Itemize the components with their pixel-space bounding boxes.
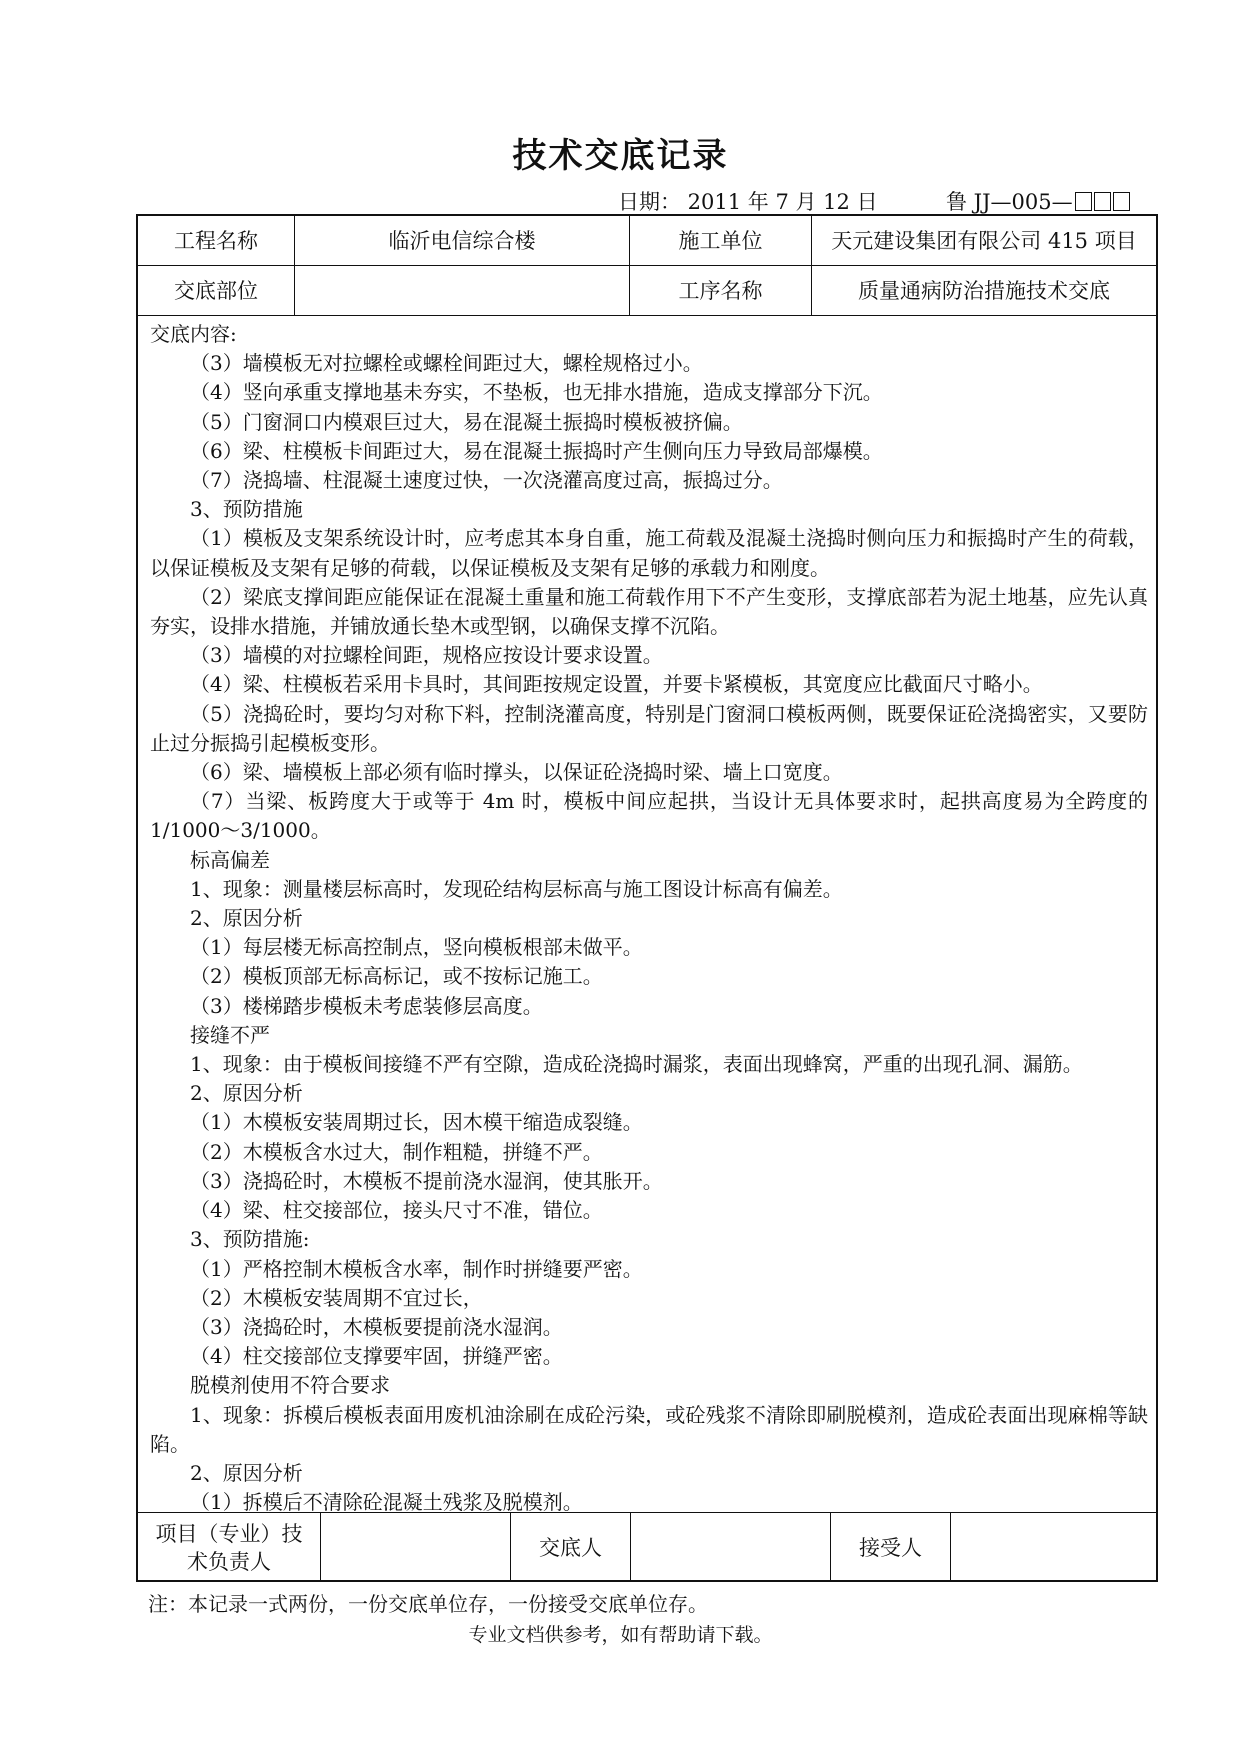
process-label: 工序名称 bbox=[629, 266, 811, 315]
content-paragraph: （4）柱交接部位支撑要牢固，拼缝严密。 bbox=[190, 1344, 563, 1369]
code-box-2 bbox=[1094, 192, 1111, 211]
part-label: 交底部位 bbox=[174, 278, 258, 303]
content-paragraph: （6）梁、柱模板卡间距过大，易在混凝土振捣时产生侧向压力导致局部爆模。 bbox=[190, 438, 883, 463]
content-paragraph: （7）浇捣墙、柱混凝土速度过快，一次浇灌高度过高，振捣过分。 bbox=[190, 468, 783, 493]
record-code bbox=[946, 186, 1130, 216]
code-box-1 bbox=[1075, 192, 1092, 211]
disclosure-table bbox=[136, 214, 1158, 1582]
record-code-text: 鲁 JJ—005— bbox=[946, 190, 1073, 214]
content-paragraph: （3）浇捣砼时，木模板要提前浇水湿润。 bbox=[190, 1314, 563, 1339]
project-name-label: 工程名称 bbox=[174, 228, 258, 253]
document-title: 技术交底记录 bbox=[512, 136, 729, 176]
receiver-label: 接受人 bbox=[830, 1513, 950, 1582]
content-paragraph: （3）墙模板无对拉螺栓或螺栓间距过大，螺栓规格过小。 bbox=[190, 351, 703, 376]
content-paragraph: 脱模剂使用不符合要求 bbox=[190, 1373, 390, 1398]
tech-lead-signature bbox=[320, 1513, 510, 1582]
process-value: 质量通病防治措施技术交底 bbox=[811, 266, 1156, 315]
content-paragraph: （1）木模板安装周期过长，因木模干缩造成裂缝。 bbox=[190, 1110, 643, 1135]
content-paragraph: 1、现象：测量楼层标高时，发现砼结构层标高与施工图设计标高有偏差。 bbox=[190, 876, 843, 901]
content-paragraph: （4）竖向承重支撑地基未夯实，不垫板，也无排水措施，造成支撑部分下沉。 bbox=[190, 380, 883, 405]
record-date: 日期： 2011 年 7 月 12 日 bbox=[618, 190, 878, 214]
record-note: 注：本记录一式两份，一份交底单位存，一份接受交底单位存。 bbox=[148, 1592, 708, 1616]
tech-lead-label: 项目（专业）技术负责人 bbox=[155, 1521, 303, 1574]
content-paragraph: （1）每层楼无标高控制点，竖向模板根部未做平。 bbox=[190, 935, 643, 960]
content-paragraph: （2）木模板含水过大，制作粗糙，拼缝不严。 bbox=[190, 1139, 603, 1164]
code-box-3 bbox=[1113, 192, 1130, 211]
content-paragraph: 2、原因分析 bbox=[190, 1081, 303, 1106]
disclosure-content bbox=[150, 320, 1148, 1517]
content-paragraph: （1）拆模后不清除砼混凝土残浆及脱模剂。 bbox=[190, 1490, 583, 1515]
contractor-label: 施工单位 bbox=[629, 216, 811, 265]
content-paragraph: （4）梁、柱模板若采用卡具时，其间距按规定设置，并要卡紧模板，其宽度应比截面尺寸略小。 bbox=[190, 672, 1043, 697]
content-paragraph: 3、预防措施: bbox=[190, 1227, 310, 1252]
table-row-part bbox=[138, 266, 1156, 316]
content-paragraph: 1、现象：由于模板间接缝不严有空隙，造成砼浇捣时漏浆，表面出现蜂窝，严重的出现孔洞、漏筋。 bbox=[190, 1052, 1083, 1077]
table-row-project bbox=[138, 216, 1156, 266]
content-paragraph: 3、预防措施 bbox=[190, 497, 303, 522]
content-paragraph: （1）严格控制木模板含水率，制作时拼缝要严密。 bbox=[190, 1256, 643, 1281]
receiver-signature bbox=[950, 1513, 1156, 1582]
content-paragraph: （7）当梁、板跨度大于或等于 4m 时，模板中间应起拱，当设计无具体要求时，起拱高度易为全跨度的1/1000～3/1000。 bbox=[150, 789, 1148, 843]
content-paragraph: 2、原因分析 bbox=[190, 906, 303, 931]
content-paragraph: 接缝不严 bbox=[190, 1022, 270, 1047]
contractor-value: 天元建设集团有限公司 415 项目 bbox=[811, 216, 1156, 265]
content-paragraph: （3）墙模的对拉螺栓间距，规格应按设计要求设置。 bbox=[190, 643, 663, 668]
content-paragraph: 2、原因分析 bbox=[190, 1460, 303, 1485]
content-paragraph: （3）浇捣砼时，木模板不提前浇水湿润，使其胀开。 bbox=[190, 1168, 663, 1193]
content-paragraph: 标高偏差 bbox=[190, 847, 270, 872]
content-paragraph: （2）梁底支撑间距应能保证在混凝土重量和施工荷载作用下不产生变形，支撑底部若为泥土地基，应先认真夯实，设排水措施，并铺放通长垫木或型钢，以确保支撑不沉陷。 bbox=[150, 584, 1148, 639]
content-paragraph: （2）木模板安装周期不宜过长， bbox=[190, 1285, 483, 1310]
content-paragraph: （1）模板及支架系统设计时，应考虑其本身自重，施工荷载及混凝土浇捣时侧向压力和振捣时产生的荷载，以保证模板及支架有足够的荷载，以保证模板及支架有足够的承载力和刚度。 bbox=[150, 526, 1148, 580]
content-paragraph: （2）模板顶部无标高标记，或不按标记施工。 bbox=[190, 964, 603, 989]
content-paragraph: （5）浇捣砼时，要均匀对称下料，控制浇灌高度，特别是门窗洞口模板两侧，既要保证砼浇捣密实，又要防止过分振捣引起模板变形。 bbox=[150, 701, 1148, 755]
part-value bbox=[294, 266, 629, 315]
discloser-label: 交底人 bbox=[510, 1513, 630, 1582]
content-paragraph: （5）门窗洞口内模艰巨过大，易在混凝土振捣时模板被挤偏。 bbox=[190, 409, 743, 434]
content-label: 交底内容: bbox=[150, 322, 237, 346]
project-name-value: 临沂电信综合楼 bbox=[294, 216, 629, 265]
content-paragraph: 1、现象：拆模后模板表面用废机油涂刷在成砼污染，或砼残浆不清除即刷脱模剂，造成砼表面出现麻棉等缺陷。 bbox=[150, 1402, 1148, 1456]
content-paragraph: （4）梁、柱交接部位，接头尺寸不准，错位。 bbox=[190, 1198, 603, 1223]
discloser-signature bbox=[630, 1513, 830, 1582]
content-paragraph: （6）梁、墙模板上部必须有临时撑头，以保证砼浇捣时梁、墙上口宽度。 bbox=[190, 760, 843, 785]
page-footer: 专业文档供参考，如有帮助请下载。 bbox=[468, 1624, 773, 1646]
table-row-signatures bbox=[138, 1512, 1156, 1582]
content-lines bbox=[150, 349, 1148, 1517]
content-paragraph: （3）楼梯踏步模板未考虑装修层高度。 bbox=[190, 993, 543, 1018]
